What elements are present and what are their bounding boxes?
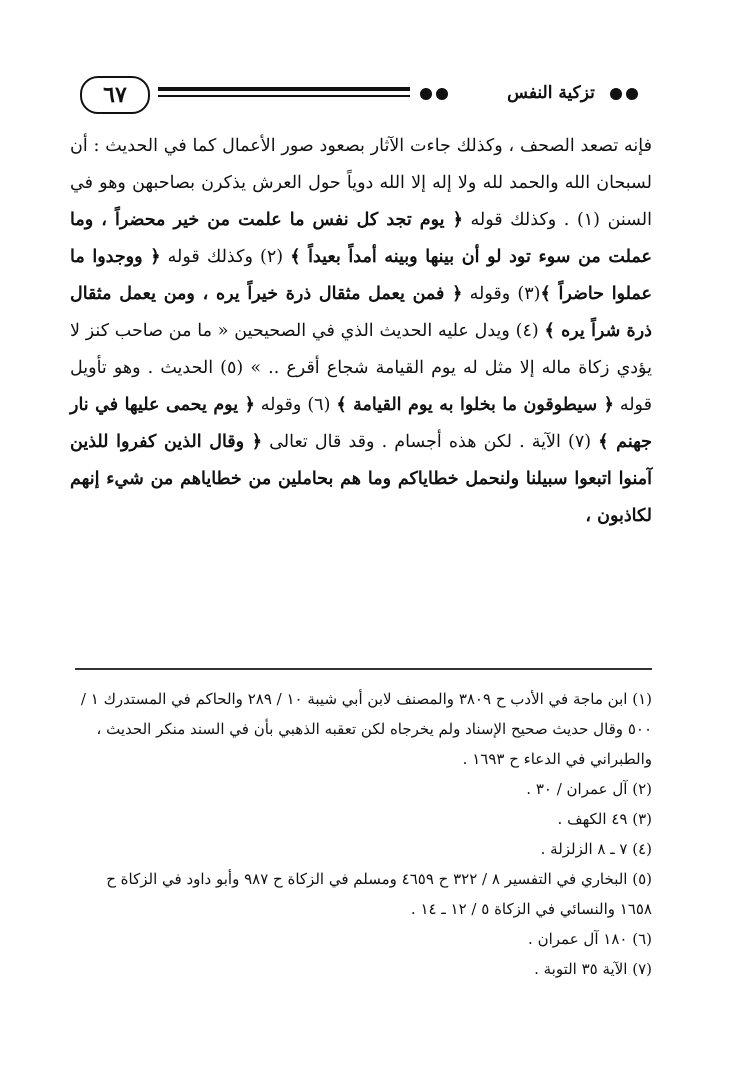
quran-verse: ﴿ يوم تجد كل نفس ما علمت من خير محضراً ، وما عملت من سوء تود لو أن بينها وبينه أمداً بعيداً ﴾: [70, 210, 652, 267]
main-text: [70, 128, 652, 535]
quran-verse: ﴿ سيطوقون ما بخلوا به يوم القيامة ﴾: [336, 395, 614, 415]
running-title: تزكية النفس: [507, 83, 595, 103]
page-header: [80, 70, 650, 118]
footnote-ref: (٢): [260, 247, 284, 267]
ornament-dot-icon: [626, 88, 638, 100]
ornament-dot-icon: [610, 88, 622, 100]
footnote: (٣) ٤٩ الكهف .: [557, 810, 652, 828]
footnote: (٤) ٧ ـ ٨ الزلزلة .: [540, 840, 652, 858]
footnote-ref: (٤): [515, 321, 539, 341]
footnote-ref: (٣): [517, 284, 541, 304]
quran-verse: ﴿ فمن يعمل مثقال ذرة خيراً يره ، ومن يعمل مثقال ذرة شراً يره ﴾: [70, 284, 652, 341]
ornament-dot-icon: [420, 88, 432, 100]
page-number: ٦٧: [80, 76, 150, 114]
footnote: (٢) آل عمران / ٣٠ .: [526, 780, 652, 798]
footnote: (٧) الآية ٣٥ التوبة .: [534, 960, 652, 978]
footnote: (١) ابن ماجة في الأدب ح ٣٨٠٩ والمصنف لابن أبي شيبة ١٠ / ٢٨٩ والحاكم في المستدرك ١ / ٥٠٠ وقال حديث صحيح الإسناد ولم يخرجاه لكن تعقبه الذهبي بأن في السند منكر الحديث ، والطبراني في الدعاء ح ١٦٩٣ .: [80, 690, 652, 768]
footnote-ref: (١): [576, 210, 600, 230]
footnote: (٦) ١٨٠ آل عمران .: [528, 930, 652, 948]
quran-verse: ﴿ وقال الذين كفروا للذين آمنوا اتبعوا سبيلنا ولنحمل خطاياكم وما هم بحاملين من خطاياهم من شيء إنهم لكاذبون ،: [70, 432, 652, 526]
footnote-ref: (٦): [307, 395, 331, 415]
footnote-ref: (٥): [220, 358, 244, 378]
header-rule-thin: [158, 95, 410, 97]
header-rule-thick: [158, 87, 410, 91]
footnotes: [70, 684, 652, 984]
footnote: (٥) البخاري في التفسير ٨ / ٣٢٢ ح ٤٦٥٩ ومسلم في الزكاة ح ٩٨٧ وأبو داود في الزكاة ح ١٦٥٨ والنسائي في الزكاة ٥ / ١٢ ـ ١٤ .: [106, 870, 652, 918]
paragraph: فإنه تصعد الصحف ، وكذلك جاءت الآثار بصعود صور الأعمال كما في الحديث : أن لسبحان الله والحمد لله ولا إله إلا الله دوياً حول العرش يذكرن بصاحبهن وهو في السنن (١) . وكذلك قوله ﴿ يوم تجد كل نفس ما علمت من خير محضراً ، وما عملت من سوء تود لو أن بينها وبينه أمداً بعيداً ﴾ (٢) وكذلك قوله ﴿ ووجدوا ما عملوا حاضراً ﴾(٣) وقوله ﴿ فمن يعمل مثقال ذرة خيراً يره ، ومن يعمل مثقال ذرة شراً يره ﴾ (٤) ويدل عليه الحديث الذي في الصحيحين « ما من صاحب كنز لا يؤدي زكاة ماله إلا مثل له يوم القيامة شجاع أقرع .. » (٥) الحديث . وهو تأويل قوله ﴿ سيطوقون ما بخلوا به يوم القيامة ﴾ (٦) وقوله ﴿ يوم يحمى عليها في نار جهنم ﴾ (٧) الآية . لكن هذه أجسام . وقد قال تعالى ﴿ وقال الذين كفروا للذين آمنوا اتبعوا سبيلنا ولنحمل خطاياكم وما هم بحاملين من خطاياهم من شيء إنهم لكاذبون ،: [70, 136, 652, 526]
quran-verse: ﴿ ووجدوا ما عملوا حاضراً ﴾: [70, 247, 652, 304]
ornament-dot-icon: [436, 88, 448, 100]
footnote-ref: (٧): [568, 432, 592, 452]
quran-verse: ﴿ يوم يحمى عليها في نار جهنم ﴾: [70, 395, 652, 452]
footnote-separator: [75, 668, 652, 670]
